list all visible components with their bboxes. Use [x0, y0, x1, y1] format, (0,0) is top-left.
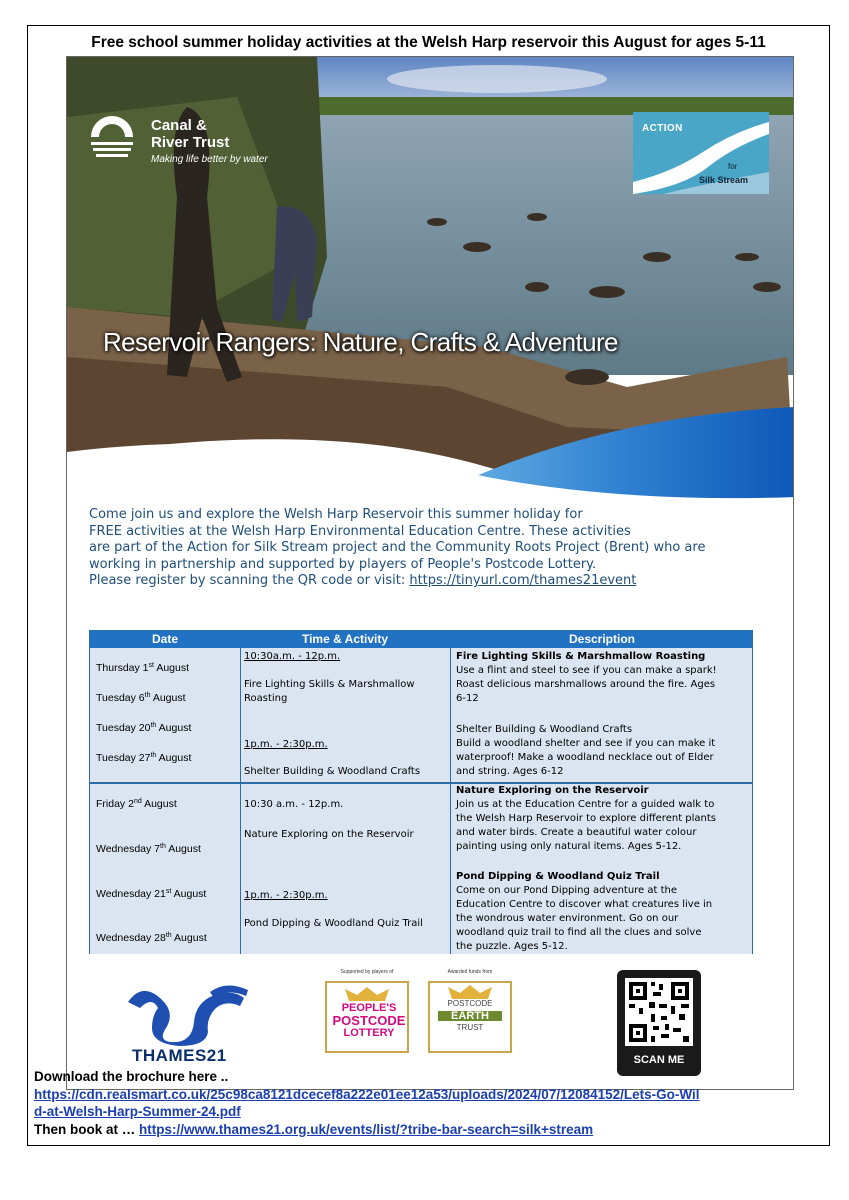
row1-date-2: Tuesday 6th August	[96, 692, 186, 704]
row1-date-4: Tuesday 27th August	[96, 752, 192, 764]
ppl-line2: POSTCODE	[332, 1013, 406, 1028]
intro-line-2: FREE activities at the Welsh Harp Environmental Education Centre. These activities	[89, 523, 631, 539]
intro-line-3: are part of the Action for Silk Stream project and the Community Roots Project (Brent) who are	[89, 540, 706, 556]
canal-river-trust-logo	[85, 111, 268, 171]
headline: Free school summer holiday activities at the Welsh Harp reservoir this August for ages 5-11	[91, 34, 766, 51]
row2-desc-1-line4: painting using only natural items. Ages 5-12.	[456, 841, 682, 852]
earth-caption: Awarded funds from	[447, 969, 493, 975]
hero-photo	[67, 57, 794, 499]
crown-icon	[327, 985, 407, 1003]
qr-code[interactable]	[617, 970, 701, 1076]
qr-label: SCAN ME	[633, 1054, 685, 1066]
ppl-line1: PEOPLE'S	[341, 1002, 397, 1014]
peoples-postcode-lottery-logo	[319, 969, 415, 1059]
row1-desc-2-line2: waterproof! Make a woodland necklace out of Elder	[456, 752, 714, 763]
row2-desc-2-line1: Come on our Pond Dipping adventure at the	[456, 885, 678, 896]
book-label: Then book at …	[34, 1121, 140, 1137]
column-divider	[450, 648, 451, 954]
ppl-text	[331, 1003, 407, 1039]
crt-tagline: Making life better by water	[151, 154, 268, 165]
brochure-link-line1[interactable]: https://cdn.realsmart.co.uk/25c98ca8121dcecef8a222e01ee12a53/uploads/2024/07/12084152/Lets-Go-Wil	[34, 1086, 700, 1102]
row1-time-1: 10:30a.m. - 12p.m.	[244, 651, 341, 662]
row2-date-2: Wednesday 7th August	[96, 843, 201, 855]
row1-desc-1-title: Fire Lighting Skills & Marshmallow Roasting	[456, 651, 706, 662]
qr-code-pattern	[625, 978, 693, 1046]
intro-line-1: Come join us and explore the Welsh Harp Reservoir this summer holiday for	[89, 507, 583, 522]
header-date: Date	[151, 632, 178, 646]
crt-name-line2: River Trust	[151, 134, 230, 151]
row2-date-1: Friday 2nd August	[96, 798, 177, 810]
table-row	[90, 784, 752, 954]
activity-table	[89, 630, 753, 954]
row1-date-3: Tuesday 20th August	[96, 722, 192, 734]
ppl-badge	[325, 981, 409, 1053]
canal-river-trust-mark-icon	[85, 111, 139, 165]
row2-date-4: Wednesday 28th August	[96, 932, 207, 944]
row1-desc-2-title: Shelter Building & Woodland Crafts	[456, 724, 633, 735]
intro-line-5	[89, 573, 779, 590]
row1-desc-1-line3: 6-12	[456, 693, 479, 704]
row1-activity-1-line1: Fire Lighting Skills & Marshmallow	[244, 679, 415, 690]
row1-date-1: Thursday 1st August	[96, 662, 190, 674]
row2-desc-1-line3: and water birds. Create a beautiful water colour	[456, 827, 697, 838]
intro-text	[89, 507, 779, 590]
crt-name	[151, 117, 229, 151]
row2-date-3: Wednesday 21st August	[96, 888, 207, 900]
register-link[interactable]: https://tinyurl.com/thames21event	[409, 573, 637, 589]
afss-subtitle: Silk Stream	[699, 175, 749, 185]
row2-time-1: 10:30 a.m. - 12p.m.	[244, 799, 344, 810]
row2-time-2: 1p.m. - 2:30p.m.	[244, 890, 328, 901]
row2-desc-2-title: Pond Dipping & Woodland Quiz Trail	[456, 871, 660, 882]
table-header	[90, 631, 752, 648]
ppl-caption: Supported by players of	[340, 969, 394, 975]
poster	[66, 56, 794, 1090]
table-row	[90, 648, 752, 782]
afss-title: ACTION	[642, 123, 683, 134]
row2-desc-1-title: Nature Exploring on the Reservoir	[456, 785, 649, 796]
row2-desc-1-line2: the Welsh Harp Reservoir to explore different plants	[456, 813, 717, 824]
ppl-line3: LOTTERY	[343, 1027, 395, 1039]
thames21-name: THAMES21	[132, 1046, 227, 1065]
brochure-link-line2[interactable]: d-at-Welsh-Harp-Summer-24.pdf	[34, 1104, 241, 1119]
column-divider	[240, 648, 241, 954]
earth-line2: EARTH	[438, 1011, 502, 1021]
earth-text	[432, 999, 508, 1033]
afss-for: for	[728, 162, 738, 171]
row1-activity-1-line2: Roasting	[244, 693, 288, 704]
row2-desc-2-line3: the wondrous water environment. Go on our	[456, 913, 679, 924]
book-line	[34, 1121, 824, 1139]
row2-desc-2-line5: the puzzle. Ages 5-12.	[456, 941, 568, 952]
row1-desc-2-line3: and string. Ages 6-12	[456, 766, 564, 777]
brochure-link[interactable]	[34, 1086, 824, 1121]
row2-activity-1: Nature Exploring on the Reservoir	[244, 829, 414, 840]
row2-desc-2-line2: Education Centre to discover what creatures live in	[456, 899, 713, 910]
row1-desc-1-line1: Use a flint and steel to see if you can make a spark!	[456, 665, 717, 676]
intro-register-text: Please register by scanning the QR code or visit:	[89, 573, 410, 589]
earth-badge	[428, 981, 512, 1053]
row2-activity-2: Pond Dipping & Woodland Quiz Trail	[244, 918, 423, 929]
footer	[34, 1068, 824, 1138]
header-description: Description	[568, 632, 635, 646]
earth-line3: TRUST	[456, 1023, 484, 1032]
row2-desc-2-line4: woodland quiz trail to find all the clues and solve	[456, 927, 702, 938]
row1-activity-2: Shelter Building & Woodland Crafts	[244, 766, 421, 777]
hero-title: Reservoir Rangers: Nature, Crafts & Adventure	[103, 327, 618, 357]
crt-name-line1: Canal &	[151, 117, 207, 134]
row1-desc-2-line1: Build a woodland shelter and see if you can make it	[456, 738, 716, 749]
header-time-activity: Time & Activity	[301, 632, 389, 646]
book-link[interactable]: https://www.thames21.org.uk/events/list/?tribe-bar-search=silk+stream	[139, 1121, 594, 1137]
row2-desc-1-line1: Join us at the Education Centre for a guided walk to	[456, 799, 715, 810]
row1-desc-1-line2: Roast delicious marshmallows around the fire. Ages	[456, 679, 716, 690]
page-frame	[27, 25, 830, 1146]
thames21-wave-icon	[122, 982, 252, 1046]
qr-code-icon	[625, 978, 693, 1046]
row1-time-2: 1p.m. - 2:30p.m.	[244, 739, 328, 750]
earth-line1: POSTCODE	[447, 999, 493, 1008]
intro-line-4: working in partnership and supported by players of People's Postcode Lottery.	[89, 556, 597, 572]
action-for-silk-stream-logo	[633, 112, 769, 194]
thames21-logo	[122, 982, 252, 1067]
postcode-earth-trust-logo	[422, 969, 518, 1059]
download-label: Download the brochure here ..	[34, 1069, 229, 1084]
